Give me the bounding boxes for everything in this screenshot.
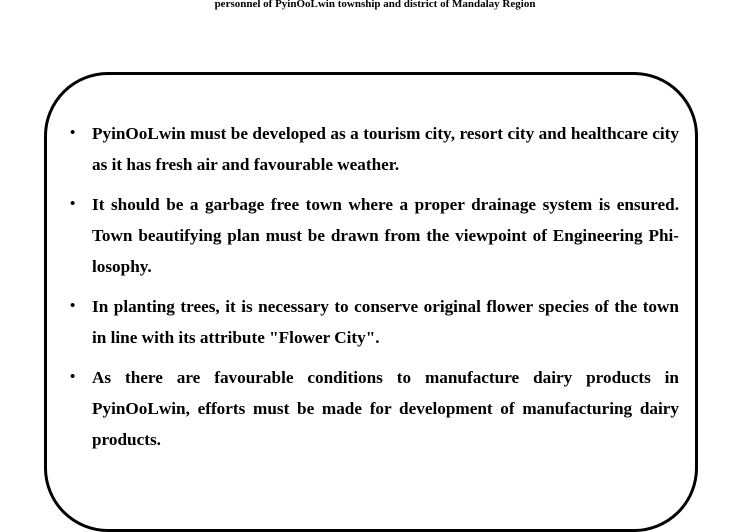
bullet-text: It should be a garbage free town where a proper drainage system is ensured. Town beautifying plan must be drawn from the viewpoint of Engineering Phi-losophy. [92,195,679,276]
bullet-item [70,118,679,180]
bullet-text: PyinOoLwin must be developed as a tourism city, resort city and healthcare city as it has fresh air and favourable weather. [92,124,679,174]
bullet-text: In planting trees, it is necessary to conserve original flower species of the town in line with its attribute "Flower City". [92,297,679,347]
bullet-list [70,118,679,464]
bullet-dot-icon: • [70,369,76,385]
caption-text: personnel of PyinOoLwin township and district of Mandalay Region [214,0,536,10]
bullet-item [70,189,679,282]
bullet-item [70,291,679,353]
bullet-item [70,362,679,455]
bullet-dot-icon: • [70,196,76,212]
bullet-dot-icon: • [70,125,76,141]
bullet-text: As there are favourable conditions to manufacture dairy products in PyinOoLwin, efforts must be made for development of manufacturing dairy products. [92,368,679,449]
bullet-dot-icon: • [70,298,76,314]
